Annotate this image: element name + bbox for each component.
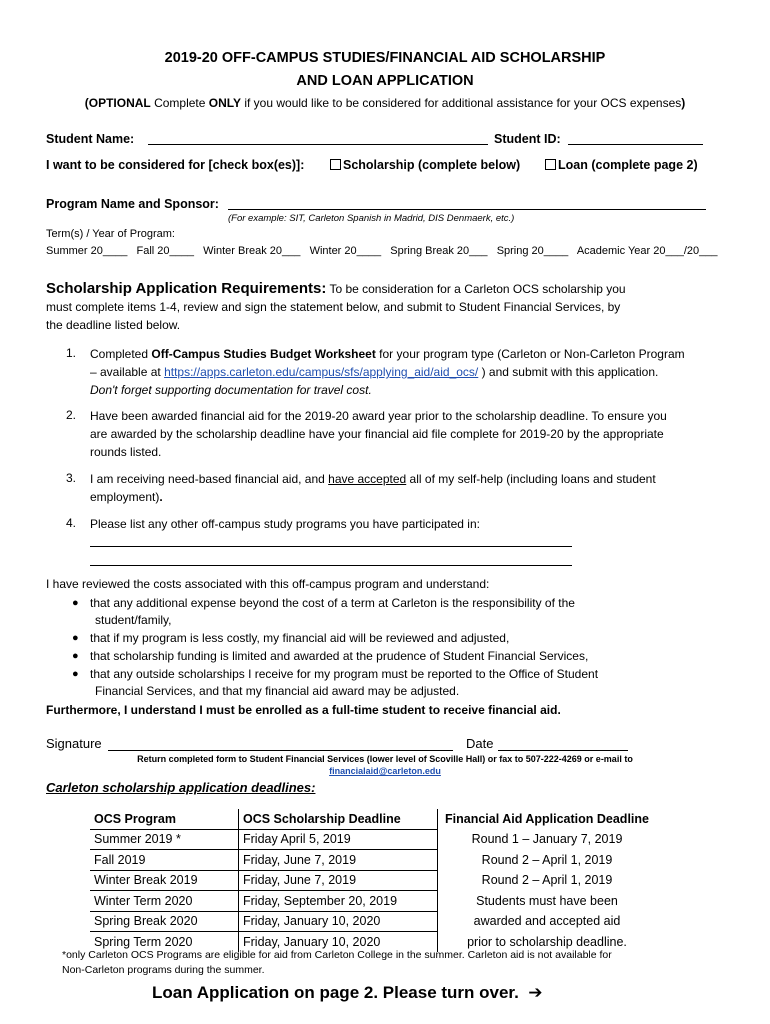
- requirement-item-1: Completed Off-Campus Studies Budget Worksheet for your program type (Carleton or Non-Carleton Program – available at https://apps.carleton.edu/campus/sfs/applying_aid/aid_ocs/ ) and submit with this application. Don't forget supporting documentation for travel cost.: [90, 347, 685, 397]
- table-header-row: [90, 809, 656, 829]
- requirements-heading: Scholarship Application Requirements:: [46, 280, 327, 297]
- footnote-line-2: Non-Carleton programs during the summer.: [62, 964, 265, 976]
- requirements-intro: Scholarship Application Requirements: To be consideration for a Carleton OCS scholarship you: [46, 280, 626, 297]
- deadlines-heading: Carleton scholarship application deadlines:: [46, 780, 316, 795]
- deadlines-table: [90, 809, 656, 952]
- email-line: [0, 766, 770, 776]
- full-time-statement: Furthermore, I understand I must be enrolled as a full-time student to receive financial aid.: [46, 703, 561, 717]
- column-header: OCS Scholarship Deadline: [239, 809, 438, 829]
- bullet-icon: ●: [72, 632, 79, 644]
- statement-bullet-4: that any outside scholarships I receive for my program must be reported to the Office of Student Financial Services, and that my financial aid award may be adjusted.: [90, 667, 599, 698]
- table-row: Winter Term 2020 Friday, September 20, 2019 Students must have been: [90, 891, 656, 912]
- statement-bullet-1: that any additional expense beyond the cost of a term at Carleton is the responsibility of the student/family,: [90, 596, 575, 627]
- requirements-intro-3: the deadline listed below.: [46, 318, 181, 332]
- program-field[interactable]: [228, 209, 706, 210]
- arrow-right-icon: ➔: [528, 983, 543, 1002]
- date-field[interactable]: [498, 750, 628, 751]
- statement-bullet-2: that if my program is less costly, my financial aid will be reviewed and adjusted,: [90, 631, 510, 645]
- turn-over-note: Loan Application on page 2. Please turn over. ➔: [152, 983, 543, 1002]
- table-row: Winter Break 2019 Friday, June 7, 2019 Round 2 – April 1, 2019: [90, 870, 656, 891]
- signature-field[interactable]: [108, 750, 453, 751]
- other-programs-line-1[interactable]: [90, 546, 572, 547]
- student-id-label: Student ID:: [494, 132, 561, 146]
- loan-checkbox[interactable]: [545, 159, 556, 170]
- item-number: 3.: [66, 471, 77, 485]
- student-id-field[interactable]: [568, 144, 703, 145]
- budget-worksheet-link[interactable]: https://apps.carleton.edu/campus/sfs/applying_aid/aid_ocs/: [164, 365, 479, 379]
- terms-list[interactable]: Summer 20____ Fall 20____ Winter Break 20___ Winter 20____ Spring Break 20___ Spring 20____ Academic Year 20___/20___: [46, 245, 718, 257]
- consider-label: I want to be considered for [check box(es)]:: [46, 158, 305, 172]
- item-number: 1.: [66, 346, 77, 360]
- table-row: Spring Break 2020 Friday, January 10, 2020 awarded and accepted aid: [90, 911, 656, 932]
- scholarship-option[interactable]: Scholarship (complete below): [330, 158, 520, 172]
- optional-note: (OPTIONAL Complete ONLY if you would like to be considered for additional assistance for your OCS expenses): [84, 96, 686, 110]
- statement-bullet-3: that scholarship funding is limited and awarded at the prudence of Student Financial Services,: [90, 649, 589, 663]
- column-header: OCS Program: [90, 809, 239, 829]
- table-row: Fall 2019 Friday, June 7, 2019 Round 2 – April 1, 2019: [90, 850, 656, 871]
- requirement-item-3: I am receiving need-based financial aid, and have accepted all of my self-help (including loans and student employment).: [90, 472, 656, 504]
- bullet-icon: ●: [72, 668, 79, 680]
- requirements-intro-2: must complete items 1-4, review and sign the statement below, and submit to Student Financial Services, by: [46, 300, 621, 314]
- form-title-line2: AND LOAN APPLICATION: [296, 73, 474, 89]
- table-row: Spring Term 2020 Friday, January 10, 2020 prior to scholarship deadline.: [90, 932, 656, 952]
- loan-option[interactable]: Loan (complete page 2): [545, 158, 698, 172]
- student-name-field[interactable]: [148, 144, 488, 145]
- scholarship-checkbox[interactable]: [330, 159, 341, 170]
- form-title-line1: 2019-20 OFF-CAMPUS STUDIES/FINANCIAL AID SCHOLARSHIP: [164, 50, 606, 66]
- signature-label: Signature: [46, 736, 102, 751]
- table-row: Summer 2019 * Friday April 5, 2019 Round 1 – January 7, 2019: [90, 829, 656, 850]
- statement-intro: I have reviewed the costs associated with this off-campus program and understand:: [46, 577, 490, 591]
- date-label: Date: [466, 736, 494, 751]
- item-number: 4.: [66, 516, 77, 530]
- program-label: Program Name and Sponsor:: [46, 197, 219, 211]
- footnote-line-1: *only Carleton OCS Programs are eligible for aid from Carleton College in the summer. Carleton aid is not available for: [62, 949, 612, 961]
- item-number: 2.: [66, 408, 77, 422]
- bullet-icon: ●: [72, 597, 79, 609]
- email-link[interactable]: financialaid@carleton.edu: [329, 766, 441, 776]
- other-programs-line-2[interactable]: [90, 565, 572, 566]
- column-header: Financial Aid Application Deadline: [445, 812, 649, 826]
- bullet-icon: ●: [72, 650, 79, 662]
- requirement-item-2: Have been awarded financial aid for the 2019-20 award year prior to the scholarship deadline. To ensure you are awarded by the scholarship deadline have your financial aid file complete for 2019-20 by the appropriate rounds listed.: [90, 409, 667, 459]
- return-instructions: Return completed form to Student Financial Services (lower level of Scoville Hall) or fax to 507-222-4269 or e-mail to: [137, 754, 633, 764]
- program-example: (For example: SIT, Carleton Spanish in Madrid, DIS Denmaerk, etc.): [228, 213, 515, 224]
- student-name-label: Student Name:: [46, 132, 135, 146]
- terms-label: Term(s) / Year of Program:: [46, 228, 175, 240]
- requirement-item-4: Please list any other off-campus study programs you have participated in:: [90, 517, 480, 531]
